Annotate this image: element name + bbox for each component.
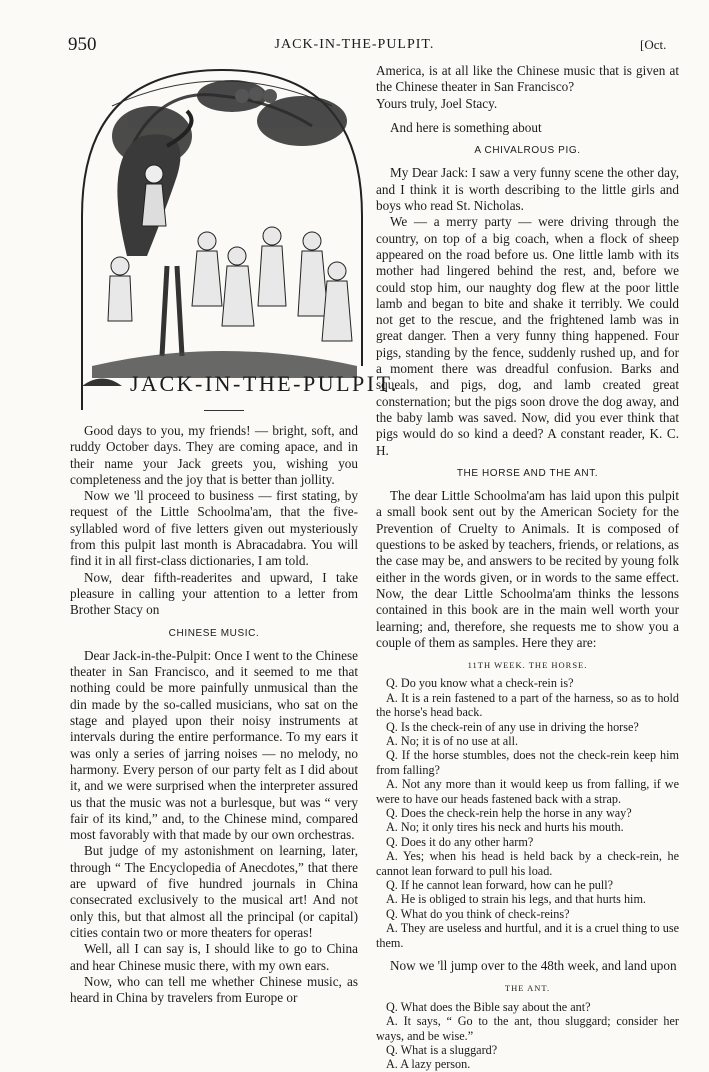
page-header [0, 34, 709, 58]
paragraph: Dear Jack-in-the-Pulpit: Once I went to the Chinese theater in San Francisco, and it seemed to me that nothing could be more painfully unmusical than the din made by the so-called musicians, who sat on the stage and played upon their noisy instruments at intervals during the entire performance. To my ears it was only a series of jarring noises — no melody, no harmony. Every person of our party felt as I did about it, and we were surprised when the interpreter assured us that the music was not a burlesque, but was “ very fair of its kind,” and, to the Chinese mind, compared most favorably with that made by our own orchestras. [70, 647, 358, 843]
subheading-ant: THE ANT. [504, 983, 551, 994]
illustration-title: JACK-IN-THE-PULPIT. [130, 371, 399, 396]
qa-line: A. Yes; when his head is held back by a check-rein, he cannot lean forward to pull his load. [376, 849, 679, 878]
paragraph: Now, who can tell me whether Chinese music, as heard in China by travelers from Europe or [70, 973, 358, 1006]
qa-line: Q. Is the check-rein of any use in driving the horse? [386, 719, 639, 734]
paragraph: Now we 'll proceed to business — first stating, by request of the Little Schoolma'am, that the five-syllabled word of five letters given out mysteriously from this pulpit last month is Abracadabra. You will find it in all first-class dictionaries, I am told. [70, 488, 358, 569]
paragraph: Well, all I can say is, I should like to go to China and hear Chinese music there, with my own ears. [70, 941, 358, 973]
paragraph: But judge of my astonishment on learning, later, through “ The Encyclopedia of Anecdotes,” that there are upward of five hundred journals in China consecrated exclusively to the musical art! And not only this, but that almost all the principal (or capital) cities contain two or more theaters for operas! [70, 843, 358, 940]
qa-line: Q. If the horse stumbles, does not the check-rein keep him from falling? [376, 748, 679, 777]
paragraph: And here is something about [390, 119, 542, 135]
paragraph: My Dear Jack: I saw a very funny scene the other day, and I think it is worth describing to the little girls and boys who read St. Nicholas. [376, 165, 679, 214]
paragraph: Now we 'll jump over to the 48th week, and land upon [390, 958, 677, 974]
qa-line: A. It says, “ Go to the ant, thou sluggard; consider her ways, and be wise.” [376, 1014, 679, 1043]
qa-line: A. Not any more than it would keep us from falling, if we were to have our heads fastened back with a strap. [376, 777, 679, 806]
month-label: [Oct. [640, 37, 667, 52]
paragraph: The dear Little Schoolma'am has laid upon this pulpit a small book sent out by the American Society for the Prevention of Cruelty to Animals. It is composed of questions to be asked by teachers, friends, or relations, as the case may be, and answers to be recited by young folk either in the words given, or in words to the same effect. Now, the dear Little Schoolma'am thinks the lessons contained in this book are in the main well worth your learning; and, therefore, she requests me to show you a couple of them as samples. Here they are: [376, 488, 679, 650]
right-column [376, 63, 679, 1072]
running-title: JACK-IN-THE-PULPIT. [274, 37, 435, 52]
qa-line: Q. What does the Bible say about the ant? [386, 999, 591, 1014]
qa-line: Q. If he cannot lean forward, how can he pull? [386, 878, 614, 893]
qa-line: Q. What is a sluggard? [386, 1042, 498, 1057]
paragraph: America, is at all like the Chinese music that is given at the Chinese theater in San Francisco? [376, 63, 679, 95]
subheading-horse: 11TH WEEK. THE HORSE. [467, 660, 588, 671]
qa-list-horse [376, 676, 679, 950]
title-rule [204, 410, 244, 411]
qa-line: A. No; it is of no use at all. [386, 734, 519, 749]
qa-line: A. He is obliged to strain his legs, and that hurts him. [386, 892, 646, 907]
jack-in-the-pulpit-illustration [72, 66, 368, 410]
section-heading-chivalrous-pig: A CHIVALROUS PIG. [474, 145, 581, 157]
qa-line: A. They are useless and hurtful, and it is a cruel thing to use them. [376, 921, 679, 950]
section-heading-horse-and-ant: THE HORSE AND THE ANT. [456, 467, 599, 479]
qa-line: A. It is a rein fastened to a part of the harness, so as to hold the horse's head back. [376, 690, 679, 720]
section-heading-chinese-music: CHINESE MUSIC. [168, 627, 260, 639]
qa-line: Q. Does the check-rein help the horse in any way? [386, 806, 632, 821]
qa-line: Q. Do you know what a check-rein is? [386, 676, 574, 691]
qa-list-ant [376, 1000, 679, 1072]
qa-line: A. No; it only tires his neck and hurts his mouth. [386, 820, 624, 835]
signature: Yours truly, Joel Stacy. [376, 95, 498, 111]
qa-line: A. A lazy person. [386, 1057, 471, 1072]
left-column [70, 423, 358, 1006]
paragraph: We — a merry party — were driving through the country, on top of a big coach, when a flock of sheep appeared on the road before us. One little lamb with its mother had lingered behind the rest, and, before we could stop him, our naughty dog flew at the poor little lamb and began to bite and shake it terribly. We could not get to the rescue, and the frightened lamb was in great danger. Then a very funny thing happened. Four pigs, standing by the fence, suddenly rushed up, and for a moment there was dreadful confusion. Barks and squeals, and pigs, dog, and lamb created great consternation; but the pigs soon drove the dog away, and the baby lamb was saved. Now, did you ever think that pigs would do so kind a deed? A constant reader, K. C. H. [376, 214, 679, 458]
qa-line: Q. Does it do any other harm? [386, 834, 534, 849]
paragraph: Now, dear fifth-readerites and upward, I take pleasure in calling your attention to a letter from Brother Stacy on [70, 569, 358, 618]
qa-line: Q. What do you think of check-reins? [386, 906, 570, 921]
paragraph: Good days to you, my friends! — bright, soft, and ruddy October days. They are coming apace, and in their name your Jack greets you, wishing you completeness and the joy that is better than jollity. [70, 423, 358, 487]
page-number: 950 [68, 34, 97, 55]
